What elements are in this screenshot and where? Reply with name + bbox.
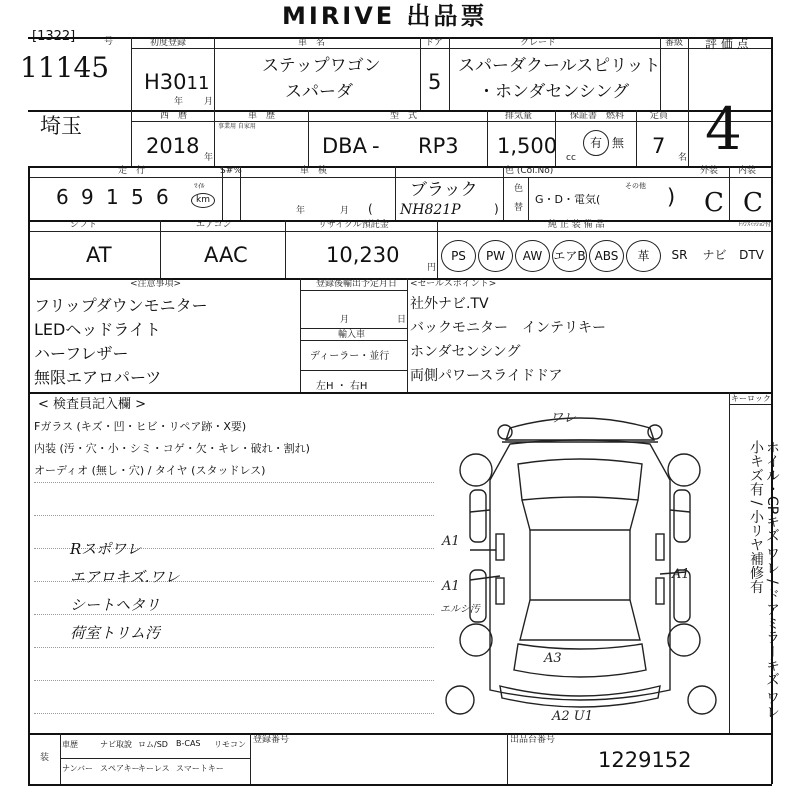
bottom-item: B-CAS: [176, 739, 201, 748]
inspector-line: オーディオ (無し・穴) / タイヤ (スタッドレス): [34, 464, 266, 477]
note-item: フリップダウンモニター: [34, 296, 208, 315]
handwritten-item: Rスポワレ: [70, 540, 142, 558]
equipment-item: PW: [478, 240, 513, 272]
label-exhibitor-no: 出品台番号: [510, 735, 556, 745]
equipment-item: ABS: [589, 240, 624, 272]
bottom-item: ナビ取說: [100, 740, 132, 749]
mileage-digit: 6: [156, 185, 169, 209]
color-options: G・D・電気(: [535, 193, 601, 206]
label-sub-grade: 番級: [665, 38, 684, 48]
label-rating: 評 価 点: [705, 37, 749, 51]
mileage-digit: 1: [106, 185, 119, 209]
bottom-item: 車歴: [62, 740, 78, 749]
handwritten-item: 荷室トリム汚: [70, 624, 161, 642]
car-diagram: [440, 400, 730, 730]
doors-value: 5: [428, 70, 442, 94]
label-color: 色 (Col.No): [505, 166, 554, 176]
displacement-value: 1,500: [497, 134, 558, 158]
bottom-item: ナンバー: [62, 764, 94, 773]
label-displacement: 排気量: [505, 111, 533, 121]
equipment-item: SR: [671, 248, 688, 262]
label-interior: 内装: [738, 166, 757, 176]
label-inspector: < 検査員記入欄 >: [38, 397, 147, 412]
label-sales: <セールスポイント>: [410, 279, 497, 289]
label-grade: グレード: [520, 38, 557, 48]
color-value: ブラック: [410, 180, 478, 200]
aircon-value: AAC: [204, 243, 248, 267]
color-no: NH821P: [400, 202, 461, 218]
diagram-mark: A2 U1: [552, 709, 594, 724]
region-value: 埼玉: [40, 114, 82, 138]
grade-line1: スパーダクールスピリット: [458, 56, 661, 76]
label-notes: <注意事項>: [130, 279, 182, 289]
equipment-item: DTV: [739, 248, 764, 262]
label-capacity: 定員: [650, 111, 669, 121]
equipment-item: エアB: [552, 240, 587, 272]
label-shift: シフト: [70, 220, 98, 230]
note-item: LEDヘッドライト: [34, 320, 161, 339]
sales-point-item: 両側パワースライドドア: [410, 368, 563, 384]
mileage-digit: 6: [56, 185, 69, 209]
form-title: MIRIVE 出品票: [282, 2, 488, 30]
warranty-no: 無: [612, 136, 625, 150]
label-exterior: 外装: [700, 166, 719, 176]
label-warranty: 保証書: [570, 111, 598, 121]
model-code: RP3: [418, 134, 459, 158]
label-mileage: 走 行: [118, 166, 146, 176]
label-inspection: 車 検: [300, 166, 328, 176]
first-reg-value: H3011: [144, 70, 210, 94]
label-recycle: リサイクル預託金: [318, 220, 389, 230]
bottom-items: [60, 733, 250, 784]
equipment-item: PS: [441, 240, 476, 272]
capacity-value: 7: [652, 134, 666, 158]
label-equipment: 純 正 装 備 品: [548, 220, 605, 230]
diagram-mark: A1: [672, 567, 690, 582]
label-reg-number: 登録番号: [253, 735, 290, 745]
recycle-value: 10,230: [326, 243, 400, 267]
handwritten-item: エアロキズ.ワレ: [70, 568, 180, 586]
lot-label: 号: [104, 37, 114, 47]
diagram-mark: ワレ: [550, 411, 577, 426]
label-aircon: エアコン: [196, 220, 232, 230]
bottom-item: ロム/SD: [138, 740, 168, 749]
note-item: ハーフレザー: [34, 344, 129, 363]
sales-point-item: バックモニター インテリキー: [410, 320, 606, 336]
diagram-mark: A1: [442, 534, 460, 549]
sales-point-item: 社外ナビ.TV: [410, 296, 489, 312]
equipment-item: 革: [626, 240, 661, 272]
label-import: 輸入車: [338, 330, 366, 340]
label-doors: ドア: [425, 38, 443, 48]
bottom-item: スペアキー: [100, 764, 140, 773]
diagram-mark: エルシ汚: [440, 604, 480, 615]
label-first-reg: 初度登録: [150, 38, 187, 48]
model-year-value: 2018: [146, 134, 200, 158]
inspector-line: Fガラス (キズ・凹・ヒビ・リペア跡・X要): [34, 420, 247, 433]
grade-line2: ・ホンダセンシング: [478, 82, 630, 102]
car-name-line2: スパーダ: [285, 82, 353, 102]
label-car-name: 車 名: [298, 38, 326, 48]
lot-number: 11145: [20, 51, 110, 84]
handwritten-item: シートヘタリ: [70, 596, 161, 614]
diagram-mark: A3: [544, 651, 562, 666]
shift-value: AT: [86, 243, 112, 267]
sales-point-item: ホンダセンシング: [410, 344, 521, 360]
car-name-line1: ステップワゴン: [262, 56, 381, 76]
bottom-item: スマートキー: [176, 764, 224, 773]
interior-grade: C: [743, 188, 763, 218]
vertical-note: ホイル・CPキズ ワレ / ドアミラーキズ ワレ 小キズ有 / 小リヤ補修有: [748, 440, 780, 719]
exterior-grade: C: [704, 188, 724, 218]
equipment-item: AW: [515, 240, 550, 272]
note-item: 無限エアロパーツ: [34, 368, 162, 387]
model-prefix: DBA: [322, 134, 367, 158]
mileage-digit: 9: [81, 185, 94, 209]
equipment-list: [439, 232, 771, 278]
label-model-type: 型 式: [390, 111, 418, 121]
rating-value: 4: [705, 95, 742, 163]
bottom-item: キーレス: [138, 764, 170, 773]
label-car-history: 車 歴: [248, 111, 276, 121]
label-s-mark: S#%: [220, 166, 242, 176]
lot-bottom: 1229152: [598, 748, 692, 772]
km-circle: km: [191, 193, 215, 208]
label-model-year: 西 暦: [160, 111, 188, 121]
bottom-item: リモコン: [214, 740, 246, 749]
warranty-yes: 有: [583, 130, 609, 156]
diagram-mark: A1: [442, 579, 460, 594]
lot-small: [1322]: [32, 29, 76, 44]
inspector-line: 内装 (汚・穴・小・シミ・コゲ・欠・キレ・破れ・割れ): [34, 442, 310, 455]
label-reg-deadline: 登録後輸出予定月日: [316, 279, 398, 289]
mileage-digit: 5: [131, 185, 144, 209]
equipment-item: ナビ: [702, 248, 727, 262]
label-fuel: 燃料: [606, 111, 625, 121]
